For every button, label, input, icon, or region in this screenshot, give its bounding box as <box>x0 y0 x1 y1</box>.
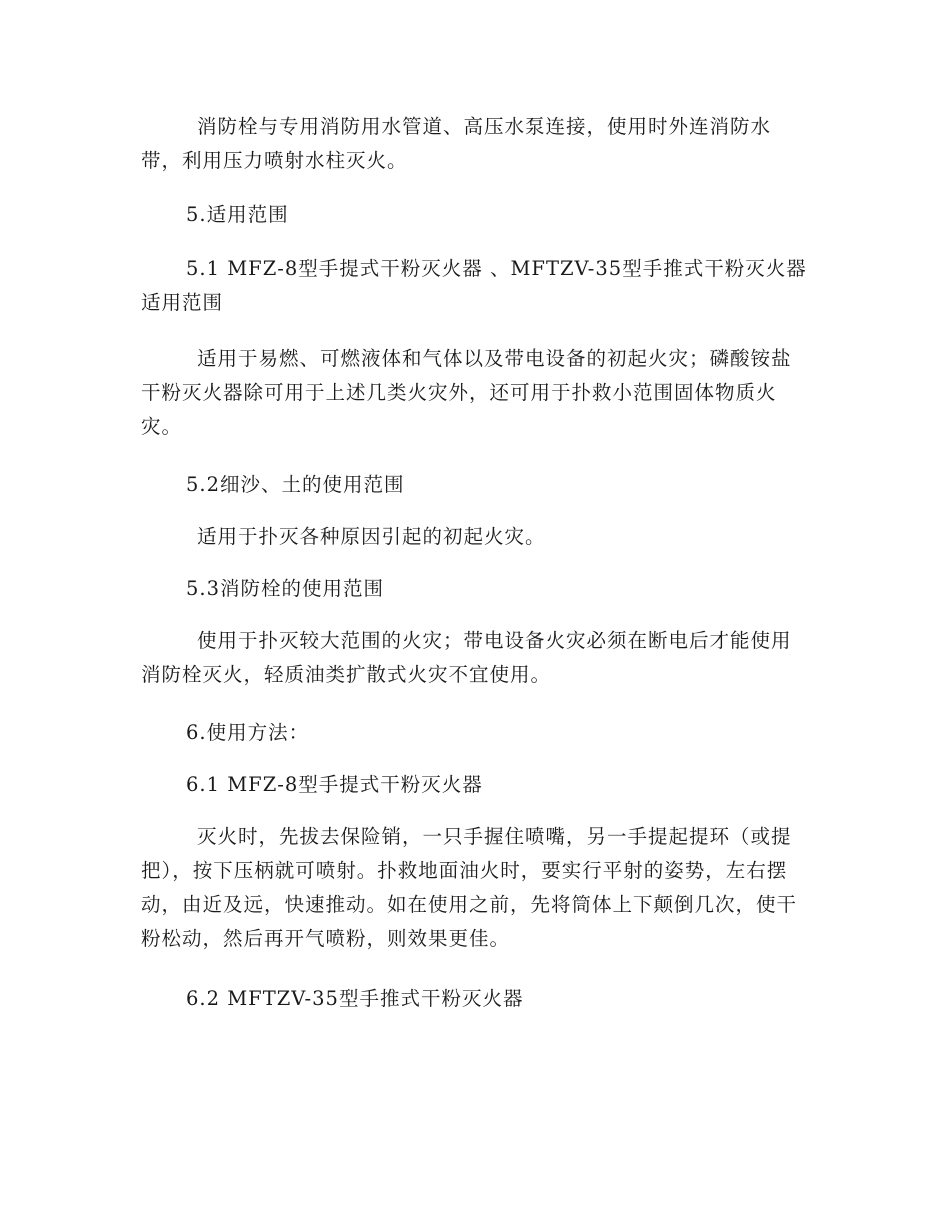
heading-mftzv35-usage: 6.2 MFTZV-35型手推式干粉灭火器 <box>186 987 524 1010</box>
heading-hydrant-scope: 5.3消防栓的使用范围 <box>186 577 385 600</box>
paragraph-hydrant-scope: 使用于扑灭较大范围的火灾；带电设备火灾必须在断电后才能使用消防栓灭火，轻质油类扩散式火灾不宜使用。 <box>141 629 792 686</box>
heading-usage: 6.使用方法： <box>186 721 310 744</box>
paragraph-extinguisher-scope: 适用于易燃、可燃液体和气体以及带电设备的初起火灾；磷酸铵盐干粉灭火器除可用于上述几类火灾外，还可用于扑救小范围固体物质火灾。 <box>141 347 792 438</box>
heading-extinguisher-scope: 5.1 MFZ-8型手提式干粉灭火器 、MFTZV-35型手推式干粉灭火器适用范围 <box>141 257 807 314</box>
heading-mfz8-usage: 6.1 MFZ-8型手提式干粉灭火器 <box>186 773 483 796</box>
paragraph-sand-soil-scope: 适用于扑灭各种原因引起的初起火灾。 <box>197 525 546 548</box>
heading-sand-soil-scope: 5.2细沙、土的使用范围 <box>186 473 405 496</box>
paragraph-mfz8-usage: 灭火时，先拔去保险销，一只手握住喷嘴，另一手提起提环（或提把），按下压柄就可喷射。扑救地面油火时，要实行平射的姿势，左右摆动，由近及远，快速推动。如在使用之前，先将筒体上下颠倒几次，使干粉松动，然后再开气喷粉，则效果更佳。 <box>141 825 798 950</box>
heading-scope: 5.适用范围 <box>186 203 289 226</box>
paragraph-hydrant-description: 消防栓与专用消防用水管道、高压水泵连接，使用时外连消防水带，利用压力喷射水柱灭火。 <box>141 115 772 172</box>
